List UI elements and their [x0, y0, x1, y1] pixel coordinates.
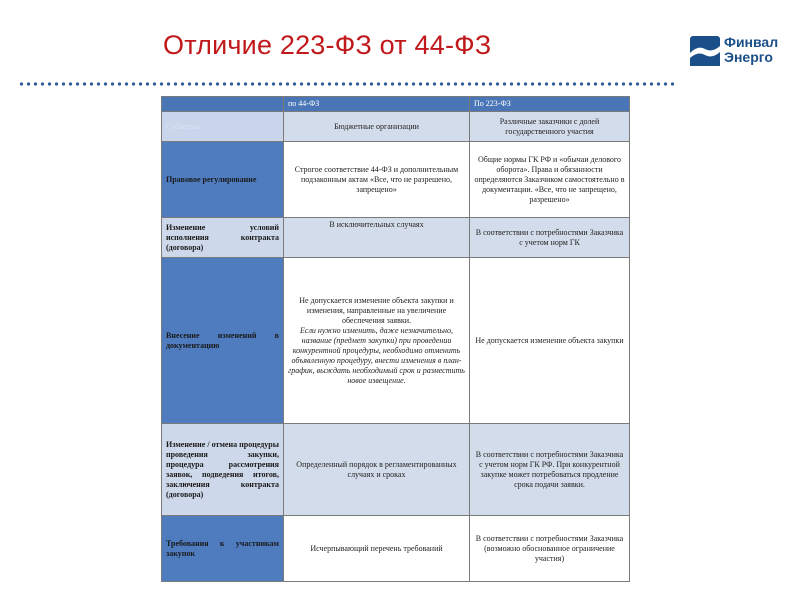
row-label: Требования к участникам закупок	[162, 516, 284, 582]
cell-44fz	[284, 258, 470, 424]
dotted-divider	[18, 82, 678, 86]
cell-223fz: Не допускается изменение объекта закупки	[470, 258, 630, 424]
cell-44fz-text: Не допускается изменение объекта закупки и изменения, направленные на увеличение обеспечения заявки.	[299, 295, 454, 325]
wave-logo-icon	[690, 36, 720, 66]
cell-223fz: В соответствии с потребностями Заказчика (возможно обоснованное ограничение участия)	[470, 516, 630, 582]
cell-223fz: Различные заказчики с долей государственного участия	[470, 112, 630, 142]
row-label: Правовое регулирование	[162, 142, 284, 218]
header-cell-223fz: По 223-ФЗ	[470, 97, 630, 112]
slide-title: Отличие 223-ФЗ от 44-ФЗ	[163, 30, 492, 60]
company-logo	[690, 34, 790, 68]
table-header-row	[162, 97, 630, 112]
row-label: Субъекты	[162, 112, 284, 142]
cell-223fz: Общие нормы ГК РФ и «обычаи делового оборота». Права и обязанности определяются Заказчиком самостоятельно в документации. «Все, что не запрещено, разрешено»	[470, 142, 630, 218]
table-row	[162, 258, 630, 424]
row-label: Изменение / отмена процедуры проведения закупки, процедура рассмотрения заявок, подведения итогов, заключения контракта (договора)	[162, 424, 284, 516]
cell-44fz: Бюджетные организации	[284, 112, 470, 142]
cell-44fz-italic-note: Если нужно изменить, даже незначительно, название (предмет закупки) при проведении конкурентной процедуры, необходимо отменить объявленную процедуру, внести изменения в план-график, выждать необходимый срок и разместить новое извещение.	[288, 325, 465, 385]
logo-line-2: Энерго	[724, 49, 773, 65]
logo-line-1: Финвал	[724, 34, 779, 50]
header-cell-empty	[162, 97, 284, 112]
table-row	[162, 142, 630, 218]
cell-44fz: Строгое соответствие 44-ФЗ и дополнительным подзаконным актам «Все, что не разрешено, запрещено»	[284, 142, 470, 218]
table-row	[162, 516, 630, 582]
cell-223fz: В соответствии с потребностями Заказчика с учетом норм ГК РФ. При конкурентной закупке может потребоваться продление срока подачи заявки.	[470, 424, 630, 516]
cell-223fz: В соответствии с потребностями Заказчика с учетом норм ГК	[470, 218, 630, 258]
table-row	[162, 218, 630, 258]
comparison-table	[161, 96, 630, 582]
cell-44fz: В исключительных случаях	[284, 218, 470, 258]
row-label: Изменение условий исполнения контракта (договора)	[162, 218, 284, 258]
table-row	[162, 112, 630, 142]
header-cell-44fz: по 44-ФЗ	[284, 97, 470, 112]
cell-44fz: Определенный порядок в регламентированных случаях и сроках	[284, 424, 470, 516]
row-label: Внесение изменений в документацию	[162, 258, 284, 424]
table-row	[162, 424, 630, 516]
logo-text	[724, 35, 778, 65]
cell-44fz: Исчерпывающий перечень требований	[284, 516, 470, 582]
